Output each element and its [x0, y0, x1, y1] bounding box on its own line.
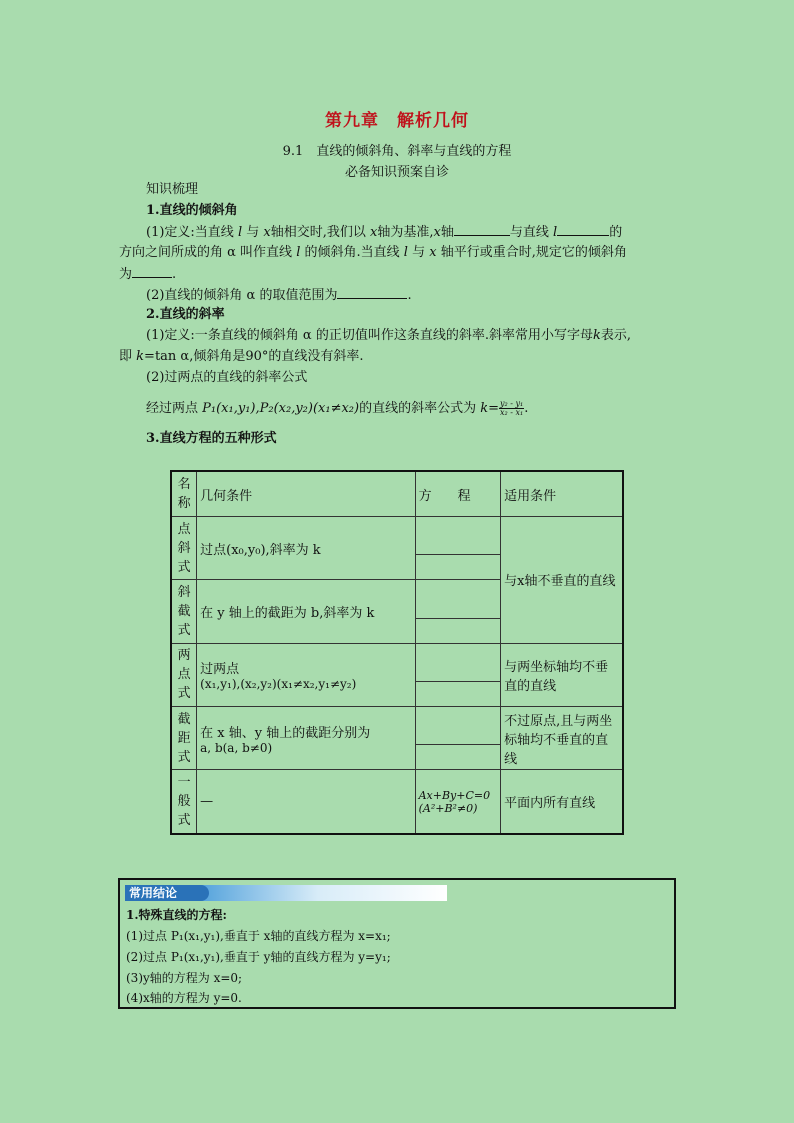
range-line: (2)直线的倾斜角 α 的取值范围为 .	[146, 288, 412, 303]
slope-definition-2: 即 k=tan α,倾斜角是90°的直线没有斜率.	[119, 349, 364, 364]
definition-line-2: 方向之间所成的角 α 叫作直线 l 的倾斜角.当直线 l 与 x 轴平行或重合时,规定它的倾斜角	[119, 245, 627, 260]
header-equation: 方 程	[415, 471, 501, 517]
common-conclusions-box	[118, 878, 676, 1009]
line-equation-forms-table	[170, 470, 624, 835]
blank-4[interactable]	[337, 286, 407, 299]
table-row: 一般式 — Ax+By+C=0 (A²+B²≠0) 平面内所有直线	[171, 770, 623, 834]
table-row: 斜截式 在 y 轴上的截距为 b,斜率为 k	[171, 580, 623, 618]
header-name: 名称	[171, 471, 197, 517]
subsection-title: 必备知识预案自诊	[344, 165, 449, 180]
equation-blank[interactable]	[415, 555, 501, 580]
item2-title: 2.直线的斜率	[146, 307, 225, 322]
header-condition: 几何条件	[197, 471, 415, 517]
chapter-title: 第九章 解析几何	[325, 111, 469, 131]
section-title: 9.1 直线的倾斜角、斜率与直线的方程	[282, 144, 512, 159]
definition-line-1: (1)定义:当直线 l 与 x轴相交时,我们以 x轴为基准,x轴 与直线 l 的	[146, 225, 623, 240]
conclusion-line: (2)过点 P₁(x₁,y₁),垂直于 y轴的直线方程为 y=y₁;	[126, 950, 391, 964]
equation-blank[interactable]	[415, 517, 501, 555]
blank-1[interactable]	[454, 223, 510, 236]
equation-blank[interactable]	[415, 681, 501, 706]
equation-blank[interactable]	[415, 643, 501, 681]
table-row: 两点式 过两点 (x₁,y₁),(x₂,y₂)(x₁≠x₂,y₁≠y₂) 与两坐标轴均不垂直的直线	[171, 643, 623, 681]
item3-title: 3.直线方程的五种形式	[146, 431, 277, 446]
definition-line-3: 为 .	[119, 267, 177, 282]
blank-3[interactable]	[132, 265, 172, 278]
equation-blank[interactable]	[415, 706, 501, 744]
blank-2[interactable]	[557, 223, 609, 236]
conclusion-line: (3)y轴的方程为 x=0;	[126, 971, 243, 985]
conclusion-line: (4)x轴的方程为 y=0.	[126, 991, 242, 1005]
equation-blank[interactable]	[415, 745, 501, 770]
header-applicability: 适用条件	[501, 471, 623, 517]
item1-title: 1.直线的倾斜角	[146, 203, 238, 218]
table-row: 点斜式 过点(x₀,y₀),斜率为 k 与x轴不垂直的直线	[171, 517, 623, 555]
slope-formula: 经过两点 P₁(x₁,y₁),P₂(x₂,y₂)(x₁≠x₂)的直线的斜率公式为 k= $\frac{\text{y₂ - y₁}}{\text{x₂ - x₁}}$ .	[146, 399, 529, 417]
conclusion-line: 1.特殊直线的方程:	[126, 908, 227, 922]
conclusion-line: (1)过点 P₁(x₁,y₁),垂直于 x轴的直线方程为 x=x₁;	[126, 929, 391, 943]
slope-definition: (1)定义:一条直线的倾斜角 α 的正切值叫作这条直线的斜率.斜率常用小写字母k表示,	[146, 328, 632, 343]
equation-blank[interactable]	[415, 580, 501, 618]
equation-blank[interactable]	[415, 618, 501, 643]
conclusions-label: 常用结论	[125, 885, 209, 901]
conclusions-header-bar	[125, 885, 447, 901]
two-point-heading: (2)过两点的直线的斜率公式	[146, 370, 308, 385]
table-row: 截距式 在 x 轴、y 轴上的截距分别为 a, b(a, b≠0) 不过原点,且与两坐标轴均不垂直的直线	[171, 706, 623, 744]
knowledge-heading: 知识梳理	[146, 182, 199, 197]
slope-fraction: $\frac{\text{y₂ - y₁}}{\text{x₂ - x₁}}$	[500, 399, 524, 417]
table-header-row	[171, 471, 623, 517]
